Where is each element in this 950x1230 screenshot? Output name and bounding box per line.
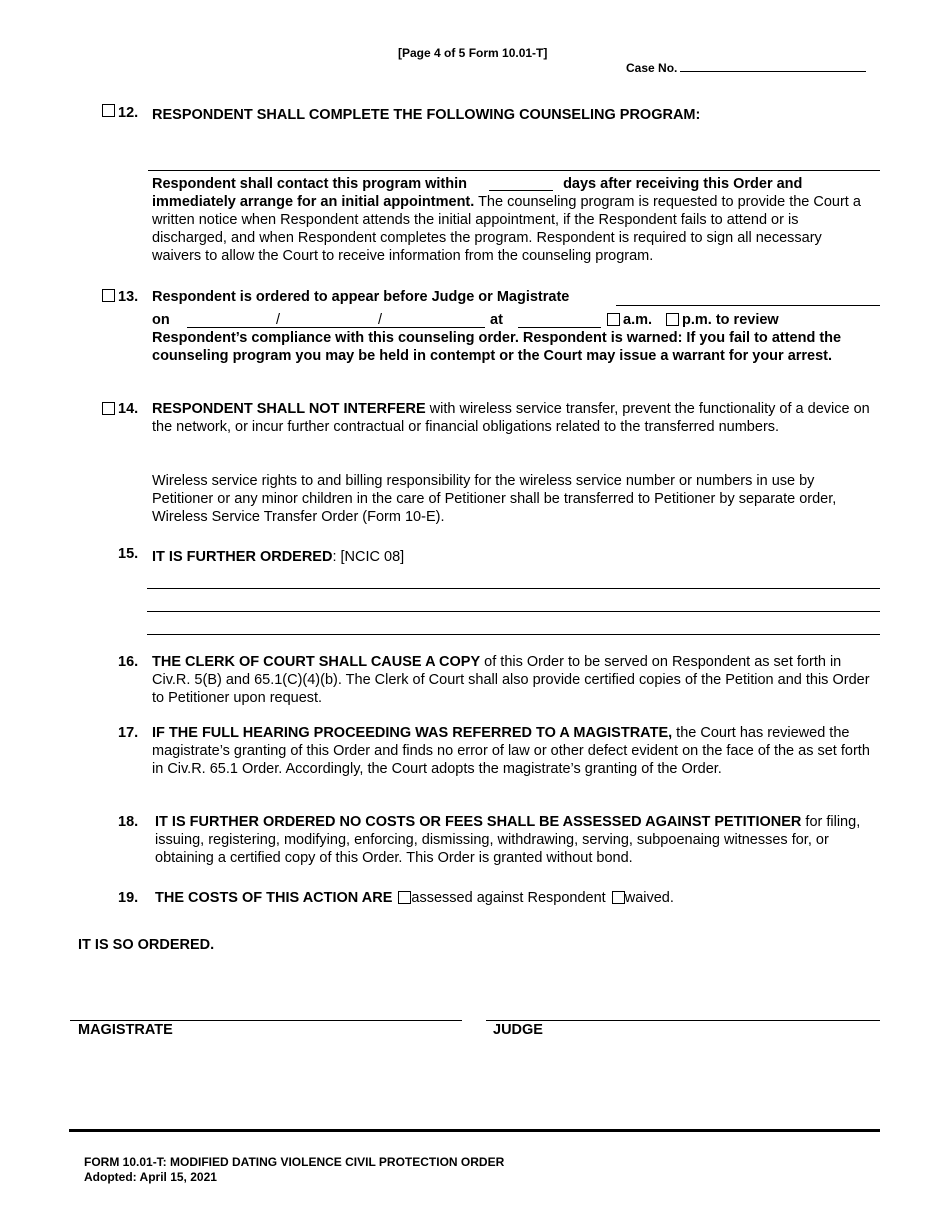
counseling-program-field[interactable] (148, 170, 880, 171)
item14-title: RESPONDENT SHALL NOT INTERFERE (152, 401, 426, 417)
item17-paragraph (152, 724, 874, 778)
costs-respondent-checkbox[interactable] (398, 891, 411, 904)
item15-number: 15. (118, 546, 139, 562)
am-checkbox[interactable] (607, 313, 620, 326)
item12-contact-paragraph (152, 175, 874, 265)
item13-number: 13. (118, 289, 139, 305)
case-no-field[interactable] (680, 71, 866, 72)
so-ordered: IT IS SO ORDERED. (78, 937, 215, 953)
item16-title: THE CLERK OF COURT SHALL CAUSE A COPY (152, 654, 481, 670)
magistrate-label: MAGISTRATE (78, 1022, 173, 1038)
costs-respondent-label: assessed against Respondent (411, 890, 606, 906)
item13-line1: Respondent is ordered to appear before Judge or Magistrate (152, 289, 570, 305)
judge-label: JUDGE (493, 1022, 543, 1038)
pm-label: p.m. to review (682, 312, 779, 328)
item19-row (155, 889, 674, 907)
at-label: at (490, 312, 503, 328)
item14-checkbox[interactable] (102, 402, 115, 415)
item12-checkbox[interactable] (102, 104, 115, 117)
item12-title: RESPONDENT SHALL COMPLETE THE FOLLOWING COUNSELING PROGRAM: (152, 107, 701, 123)
item16-paragraph (152, 653, 874, 707)
case-no-label: Case No. (626, 61, 678, 75)
costs-waived-checkbox[interactable] (612, 891, 625, 904)
item17-title: IF THE FULL HEARING PROCEEDING WAS REFERRED TO A MAGISTRATE, (152, 725, 673, 741)
item15-paragraph (152, 548, 874, 566)
item15-text: : [NCIC 08] (332, 549, 405, 565)
item12-contact-bold-b: days after receiving this Order and immediately arrange for an initial appointment. (152, 176, 803, 210)
item16-text: of this Order to be served on Respondent as set forth in Civ.R. 5(B) and 65.1(C)(4)(b). The Clerk of Court shall also provide certified copies of the Petition and this Order to Petitioner upon request. (152, 654, 870, 706)
am-label: a.m. (623, 312, 653, 328)
date-slash-2: / (378, 312, 383, 328)
judge-signature-line[interactable] (486, 1020, 880, 1021)
judge-magistrate-field[interactable] (616, 305, 880, 306)
further-order-line-1[interactable] (147, 588, 880, 589)
item14-paragraph (152, 400, 874, 436)
item18-number: 18. (118, 814, 139, 830)
item13-checkbox[interactable] (102, 289, 115, 302)
item18-text: for filing, issuing, registering, modifying, enforcing, dismissing, withdrawing, serving, subpoenaing witnesses for, or obtaining a certified copy of this Order. This Order is granted without bond. (155, 814, 861, 866)
item14-text2: Wireless service rights to and billing responsibility for the wireless service number or numbers in use by Petitioner or any minor children in the care of Petitioner shall be transferred to Petitioner by separate order, Wireless Service Transfer Order (Form 10-E). (152, 473, 837, 525)
item15-title: IT IS FURTHER ORDERED (152, 549, 333, 565)
item14-number: 14. (118, 401, 139, 417)
costs-waived-label: waived. (624, 890, 674, 906)
date-field[interactable] (187, 327, 485, 328)
item19-number: 19. (118, 890, 139, 906)
item12-contact-bold-a: Respondent shall contact this program within (152, 176, 467, 192)
footer-adopted: Adopted: April 15, 2021 (84, 1170, 217, 1184)
item14-text: with wireless service transfer, prevent the functionality of a device on the network, or incur further contractual or financial obligations related to the transferred numbers. (152, 401, 870, 435)
time-field[interactable] (518, 327, 601, 328)
footer-rule (69, 1129, 880, 1132)
item12-contact-text: The counseling program is requested to provide the Court a written notice when Respondent attends the initial appointment, if the Respondent fails to attend or is discharged, and when Respondent completes the program. Respondent is required to sign all necessary waivers to allow the Court to receive information from the counseling program. (152, 194, 861, 264)
further-order-line-2[interactable] (147, 611, 880, 612)
item13-warning: Respondent’s compliance with this counseling order. Respondent is warned: If you fail to attend the counseling program you may be held in contempt or the Court may issue a warrant for your arrest. (152, 330, 842, 364)
item19-title: THE COSTS OF THIS ACTION ARE (155, 890, 393, 906)
item17-text: the Court has reviewed the magistrate’s granting of this Order and finds no error of law or other defect evident on the face of the as set forth in Civ.R. 65.1 Order. Accordingly, the Court adopts the magistrate’s granting of the Order. (152, 725, 870, 777)
item18-title: IT IS FURTHER ORDERED NO COSTS OR FEES SHALL BE ASSESSED AGAINST PETITIONER (155, 814, 802, 830)
pm-checkbox[interactable] (666, 313, 679, 326)
further-order-line-3[interactable] (147, 634, 880, 635)
item16-number: 16. (118, 654, 139, 670)
item18-paragraph (155, 813, 877, 867)
page-label: [Page 4 of 5 Form 10.01-T] (398, 46, 548, 60)
date-slash-1: / (276, 312, 281, 328)
footer-form-title: FORM 10.01-T: MODIFIED DATING VIOLENCE CIVIL PROTECTION ORDER (84, 1155, 505, 1169)
on-label: on (152, 312, 170, 328)
item12-number: 12. (118, 105, 139, 121)
days-field[interactable] (489, 175, 553, 191)
item17-number: 17. (118, 725, 139, 741)
